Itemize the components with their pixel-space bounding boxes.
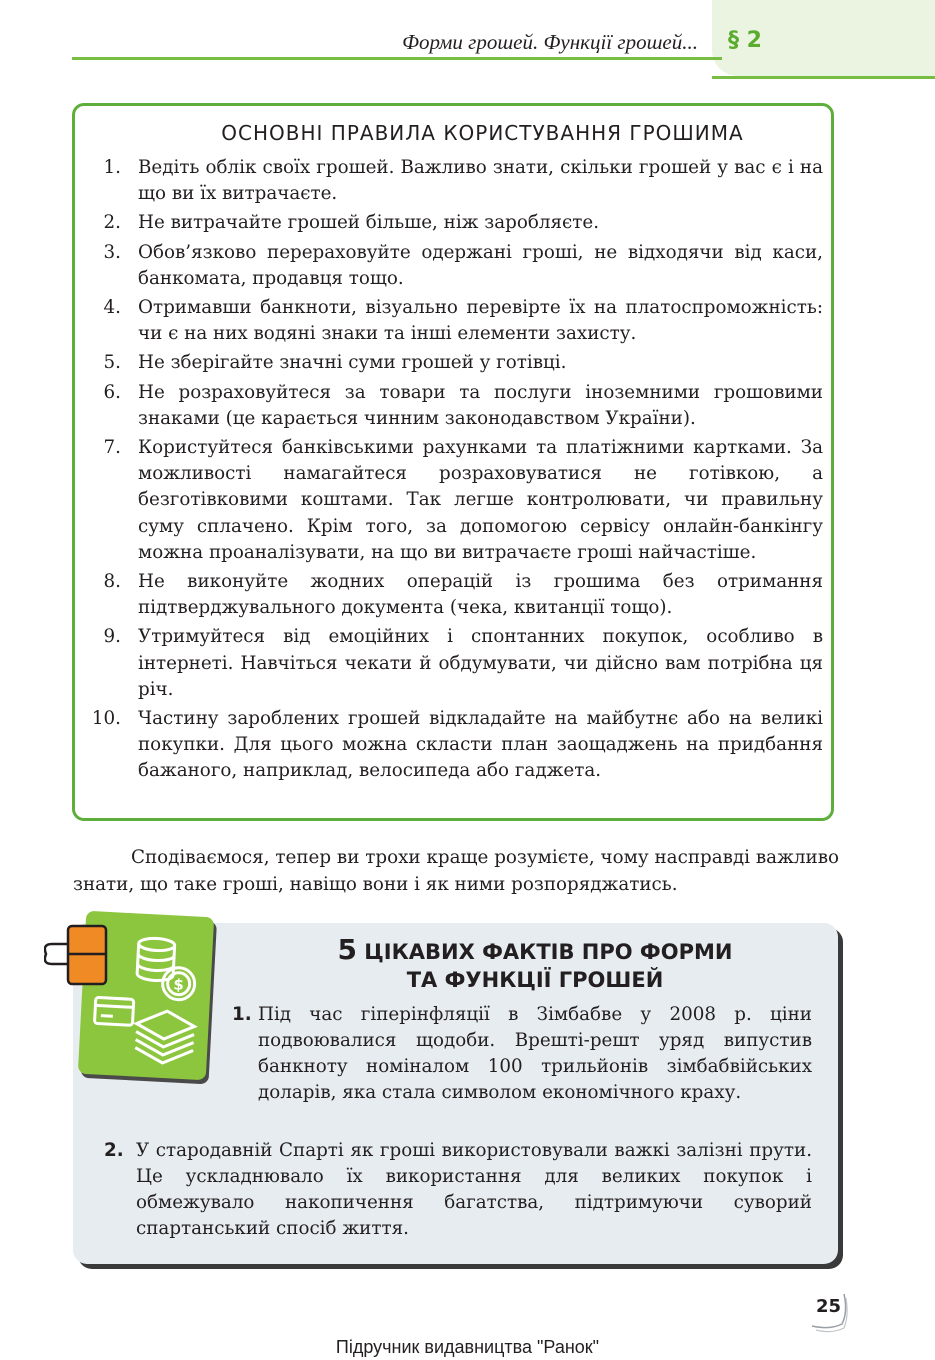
page-number-text: 25 — [816, 1296, 842, 1317]
rule-item — [88, 435, 823, 566]
rules-box-title: ОСНОВНІ ПРАВИЛА КОРИСТУВАННЯ ГРОШИМА — [221, 121, 744, 145]
rule-item — [88, 706, 823, 785]
fact-item — [232, 1002, 812, 1106]
header-rule — [72, 57, 722, 60]
svg-text:$: $ — [172, 975, 185, 994]
section-tab-underline — [712, 76, 935, 79]
rule-item — [88, 624, 823, 703]
rule-number: 3. — [103, 241, 121, 263]
fact-text: У стародавній Спарті як гроші використовували важкі залізні прути. Це ускладнювало їх використання для великих покупок і обмежувало накопичення багатства, підтримуючи суворий спартанський спосіб життя. — [136, 1140, 812, 1239]
rule-number: 6. — [103, 381, 121, 403]
rule-text: Не розраховуйтеся за товари та послуги іноземними грошовими знаками (це карається чинним законодавством України). — [138, 381, 823, 429]
rule-number: 4. — [103, 297, 121, 319]
rule-text: Обов’язково перераховуйте одержані гроші, не відходячи від каси, банкомата, продавця тощо. — [138, 241, 823, 289]
rule-item — [88, 295, 823, 347]
rule-item — [88, 155, 823, 207]
fact-number: 1. — [232, 1004, 252, 1025]
rule-number: 10. — [91, 708, 121, 730]
fact-item — [104, 1138, 812, 1242]
rule-item — [88, 380, 823, 432]
rule-text: Утримуйтеся від емоційних і спонтанних покупок, особливо в інтернеті. Навчіться чекати й обдумувати, чи дійсно вам потрібна ця річ. — [138, 626, 823, 700]
facts-title-number: 5 — [337, 933, 357, 966]
facts-title-line1: ЦІКАВИХ ФАКТІВ ПРО ФОРМИ — [357, 940, 733, 964]
publisher-footer: Підручник видавництва "Ранок" — [335, 1337, 600, 1357]
running-header-title: Форми грошей. Функції грошей... — [402, 30, 698, 54]
rules-list — [88, 155, 823, 788]
rule-text: Не витрачайте грошей більше, ніж заробляєте. — [138, 212, 600, 234]
section-number: § 2 — [728, 28, 762, 53]
facts-box-title — [300, 933, 770, 994]
rule-number: 5. — [103, 352, 121, 374]
rule-number: 2. — [103, 212, 121, 234]
rule-number: 1. — [103, 157, 121, 178]
rule-text: Не виконуйте жодних операцій із грошима без отримання підтверджувального документа (чека, квитанції тощо). — [138, 571, 823, 619]
rule-item — [88, 210, 823, 236]
rule-text: Не зберігайте значні суми грошей у готівці. — [138, 352, 567, 374]
fact-text: Під час гіперінфляції в Зімбабве у 2008 р. ціни подвоювалися щодоби. Врешті-решт уряд випустив банкноту номіналом 100 трильйонів зімбабвійських доларів, яка стала символом економічного краху. — [258, 1004, 812, 1103]
rule-number: 9. — [103, 626, 121, 648]
rule-item — [88, 350, 823, 376]
rule-text: Ведіть облік своїх грошей. Важливо знати, скільки грошей у вас є і на що ви їх витрачаєте. — [138, 157, 823, 205]
rule-item — [88, 240, 823, 292]
rule-text: Отримавши банкноти, візуально перевірте їх на платоспроможність: чи є на них водяні знаки та інші елементи захисту. — [138, 297, 823, 345]
facts-title-line2: ТА ФУНКЦІЇ ГРОШЕЙ — [406, 968, 664, 992]
page-number — [810, 1292, 850, 1332]
body-paragraph: Сподіваємося, тепер ви трохи краще розумієте, чому насправді важливо знати, що таке гроші, навіщо вони і як ними розпоряджатись. — [73, 847, 839, 895]
fact-number: 2. — [104, 1140, 124, 1161]
binder-clip-icon — [44, 920, 114, 994]
rule-item — [88, 569, 823, 621]
rule-text: Користуйтеся банківськими рахунками та платіжними картками. За можливості намагайтеся розраховуватися не готівкою, а безготівковими коштами. Так легше контролювати, чи правильну суму сплачено. Крім того, за допомогою сервісу онлайн-банкінгу можна проаналізувати, на що ви витрачаєте гроші найчастіше. — [138, 437, 823, 563]
rule-number: 7. — [103, 437, 121, 459]
rule-text: Частину зароблених грошей відкладайте на майбутнє або на великі покупки. Для цього можна скласти план заощаджень на придбання бажаного, наприклад, велосипеда або гаджета. — [138, 708, 823, 782]
rule-number: 8. — [103, 571, 121, 593]
